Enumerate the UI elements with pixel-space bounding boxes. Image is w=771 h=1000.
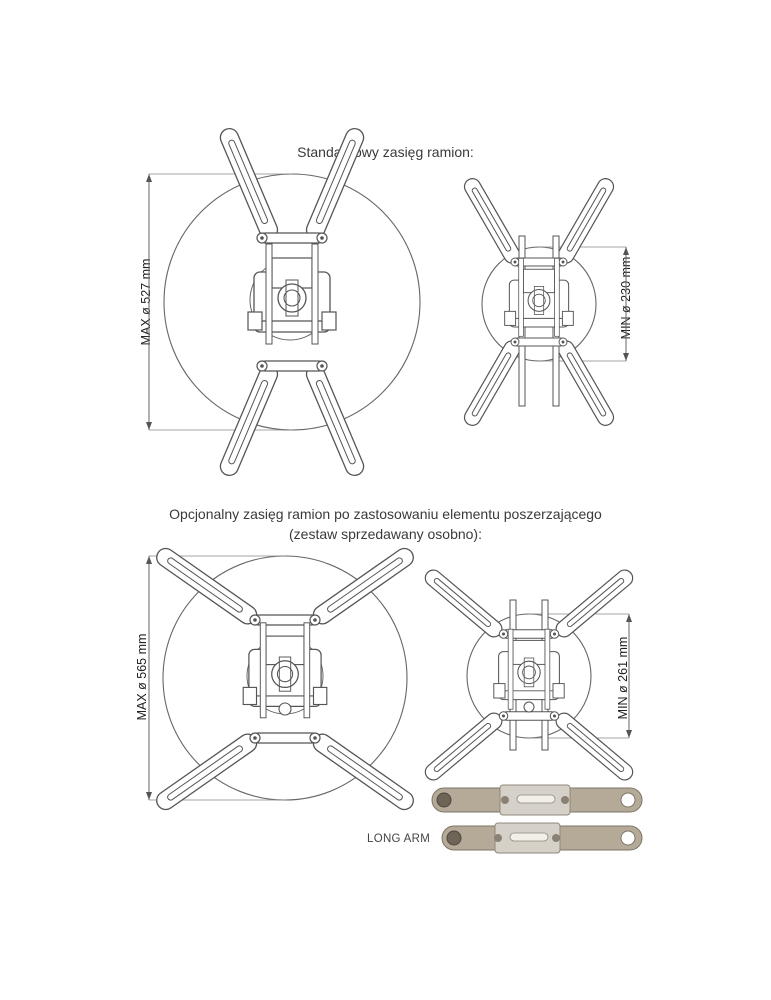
long-arm-part-top [432,785,642,815]
optional-max-view [146,545,417,813]
standard-max-view [146,126,420,478]
optional-reach-title-line2: (zestaw sprzedawany osobno): [289,526,482,542]
long-arm-part-bottom [442,823,642,853]
standard-min-view [462,176,629,429]
optional-min-diameter-label: MIN ø 261 mm [616,636,630,720]
standard-max-diameter-label: MAX ø 527 mm [139,258,153,346]
standard-min-diameter-label: MIN ø 230 mm [619,256,633,340]
standard-reach-title: Standardowy zasięg ramion: [297,144,474,160]
optional-min-view [422,567,636,783]
long-arm-label: LONG ARM [367,833,431,845]
optional-reach-title-line1: Opcjonalny zasięg ramion po zastosowaniu elementu poszerzającego [169,506,602,522]
optional-max-diameter-label: MAX ø 565 mm [135,633,149,721]
